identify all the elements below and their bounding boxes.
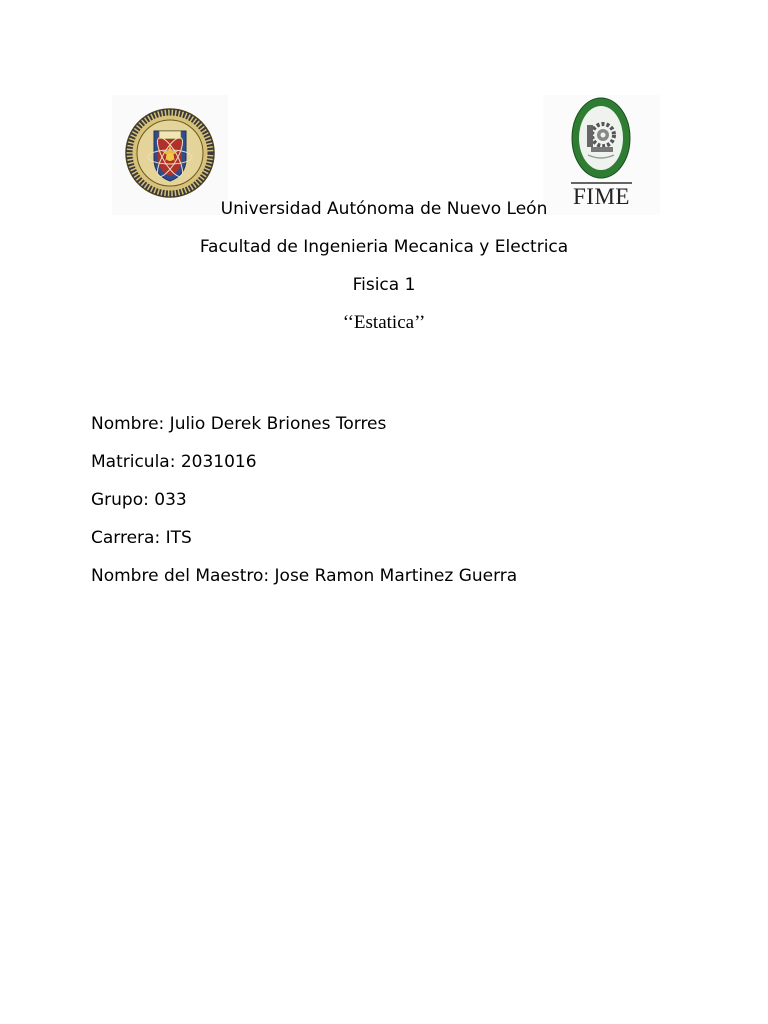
document-title: ‘‘Estatica’’ [342,312,426,333]
uanl-seal-icon [112,95,228,215]
fime-caption: FIME [573,184,630,209]
student-id: Matricula: 2031016 [91,452,257,472]
university-name: Universidad Autónoma de Nuevo León [220,199,548,219]
fime-logo [543,95,660,215]
fime-seal-icon [543,95,660,185]
career: Carrera: ITS [91,528,192,548]
teacher-name: Nombre del Maestro: Jose Ramon Martinez Guerra [91,566,518,586]
course-name: Fisica 1 [352,275,416,295]
group-number: Grupo: 033 [91,490,187,510]
faculty-name: Facultad de Ingenieria Mecanica y Electrica [199,237,569,257]
student-name: Nombre: Julio Derek Briones Torres [91,414,387,434]
uanl-logo [112,95,228,215]
